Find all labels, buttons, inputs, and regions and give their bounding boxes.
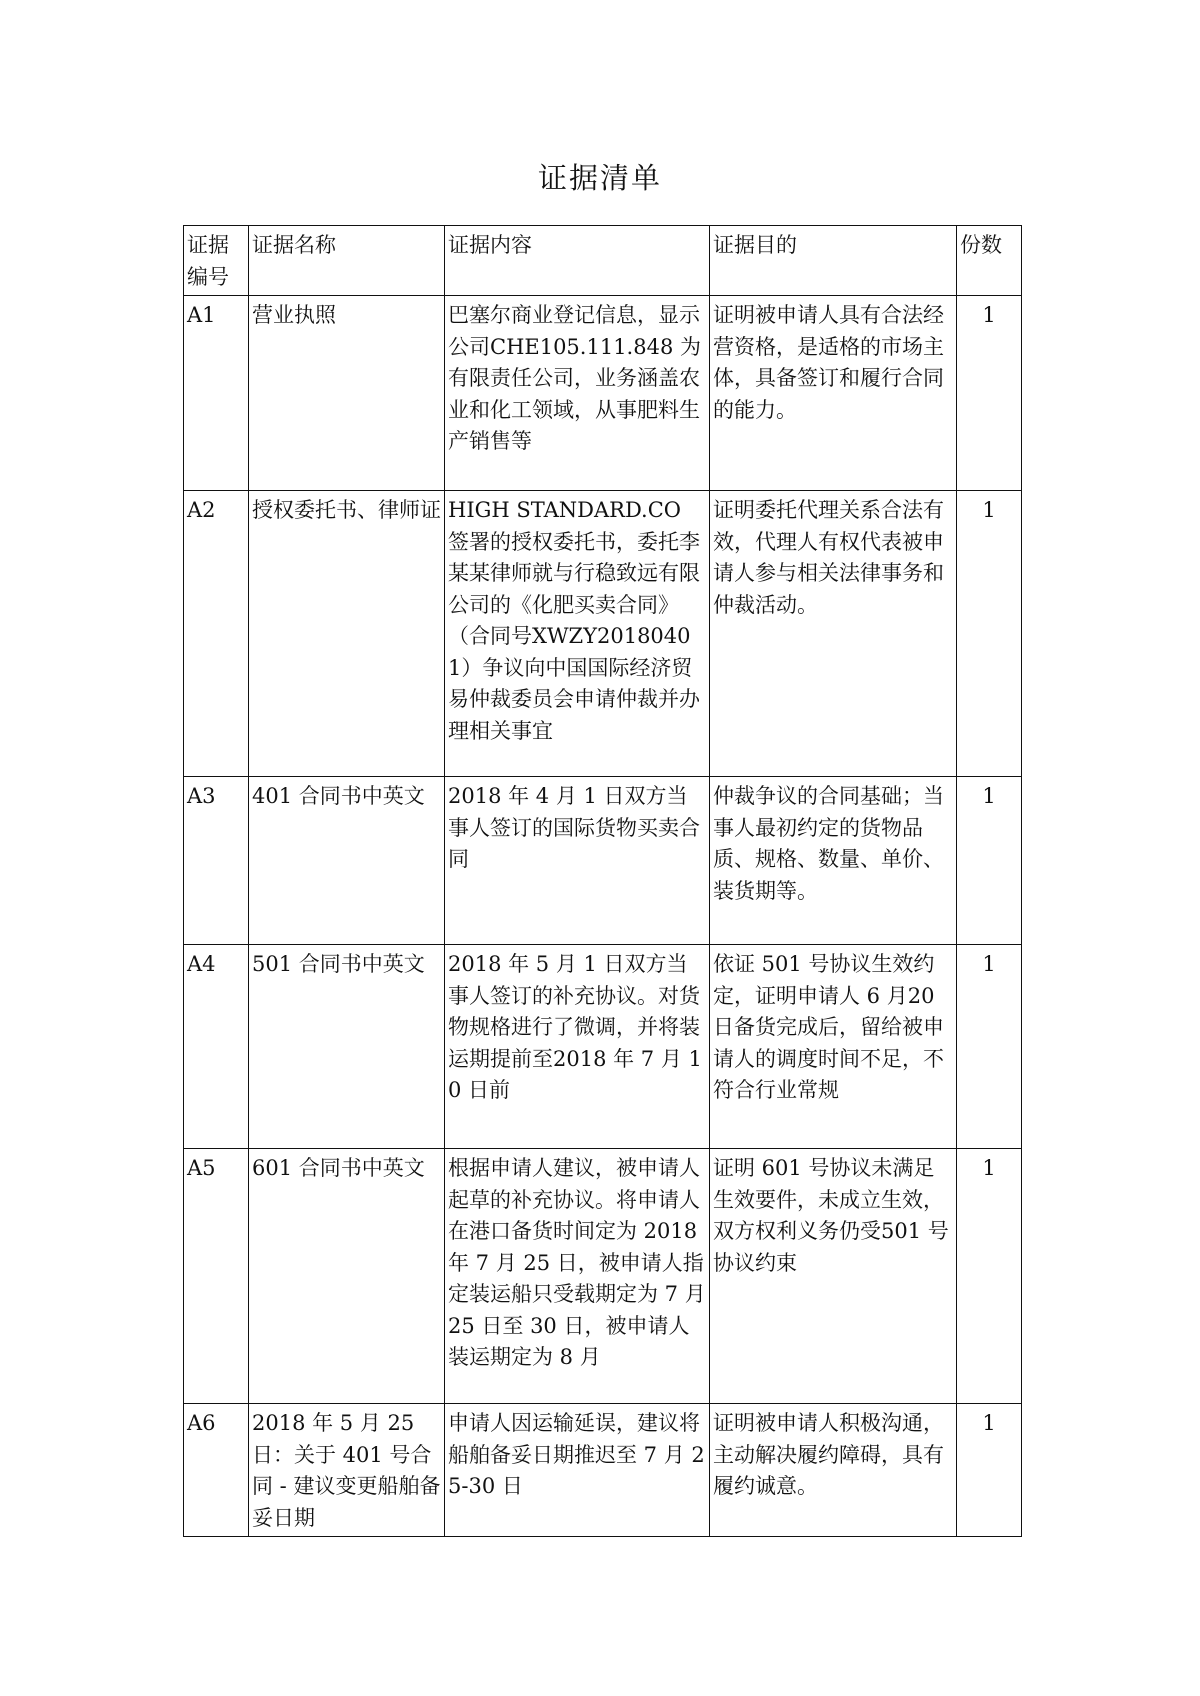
- cell-purpose: 证明被申请人具有合法经营资格，是适格的市场主体，具备签订和履行合同的能力。: [710, 296, 957, 491]
- evidence-table: [183, 225, 1022, 1537]
- cell-purpose: 证明委托代理关系合法有效，代理人有权代表被申请人参与相关法律事务和仲裁活动。: [710, 491, 957, 777]
- cell-content: 2018 年 5 月 1 日双方当事人签订的补充协议。对货物规格进行了微调，并将装运期提前至2018 年 7 月 10 日前: [445, 945, 710, 1149]
- cell-content: 根据申请人建议，被申请人起草的补充协议。将申请人在港口备货时间定为 2018 年 7 月 25 日，被申请人指定装运船只受载期定为 7 月 25 日至 30 日，被申请人装运期定为 8 月: [445, 1149, 710, 1404]
- cell-purpose: 证明被申请人积极沟通，主动解决履约障碍，具有履约诚意。: [710, 1404, 957, 1537]
- cell-name: 授权委托书、律师证: [249, 491, 445, 777]
- cell-purpose: 证明 601 号协议未满足生效要件，未成立生效，双方权利义务仍受501 号协议约束: [710, 1149, 957, 1404]
- table-row: [184, 1404, 1022, 1537]
- header-count: 份数: [957, 226, 1022, 296]
- header-name: 证据名称: [249, 226, 445, 296]
- cell-content: 2018 年 4 月 1 日双方当事人签订的国际货物买卖合同: [445, 777, 710, 945]
- table-row: [184, 491, 1022, 777]
- header-id: 证据编号: [184, 226, 249, 296]
- cell-id: A3: [184, 777, 249, 945]
- cell-id: A1: [184, 296, 249, 491]
- table-row: [184, 1149, 1022, 1404]
- cell-id: A4: [184, 945, 249, 1149]
- cell-id: A6: [184, 1404, 249, 1537]
- cell-count: 1: [957, 491, 1022, 777]
- cell-name: 营业执照: [249, 296, 445, 491]
- header-purpose: 证据目的: [710, 226, 957, 296]
- cell-name: 401 合同书中英文: [249, 777, 445, 945]
- header-content: 证据内容: [445, 226, 710, 296]
- cell-id: A2: [184, 491, 249, 777]
- table-row: [184, 296, 1022, 491]
- table-row: [184, 945, 1022, 1149]
- cell-id: A5: [184, 1149, 249, 1404]
- table-row: [184, 777, 1022, 945]
- cell-count: 1: [957, 777, 1022, 945]
- cell-count: 1: [957, 1404, 1022, 1537]
- cell-count: 1: [957, 1149, 1022, 1404]
- cell-purpose: 仲裁争议的合同基础；当事人最初约定的货物品质、规格、数量、单价、装货期等。: [710, 777, 957, 945]
- cell-name: 2018 年 5 月 25 日：关于 401 号合同 - 建议变更船舶备妥日期: [249, 1404, 445, 1537]
- page-title: 证据清单: [537, 161, 662, 195]
- cell-name: 601 合同书中英文: [249, 1149, 445, 1404]
- table-header-row: [184, 226, 1022, 296]
- cell-count: 1: [957, 296, 1022, 491]
- cell-purpose: 依证 501 号协议生效约定，证明申请人 6 月20 日备货完成后，留给被申请人的调度时间不足，不符合行业常规: [710, 945, 957, 1149]
- cell-content: 申请人因运输延误，建议将船舶备妥日期推迟至 7 月 25-30 日: [445, 1404, 710, 1537]
- cell-content: HIGH STANDARD.CO 签署的授权委托书，委托李某某律师就与行稳致远有限公司的《化肥买卖合同》（合同号XWZY20180401）争议向中国国际经济贸易仲裁委员会申请仲裁并办理相关事宜: [445, 491, 710, 777]
- cell-content: 巴塞尔商业登记信息，显示公司CHE105.111.848 为有限责任公司，业务涵盖农业和化工领域，从事肥料生产销售等: [445, 296, 710, 491]
- cell-name: 501 合同书中英文: [249, 945, 445, 1149]
- cell-count: 1: [957, 945, 1022, 1149]
